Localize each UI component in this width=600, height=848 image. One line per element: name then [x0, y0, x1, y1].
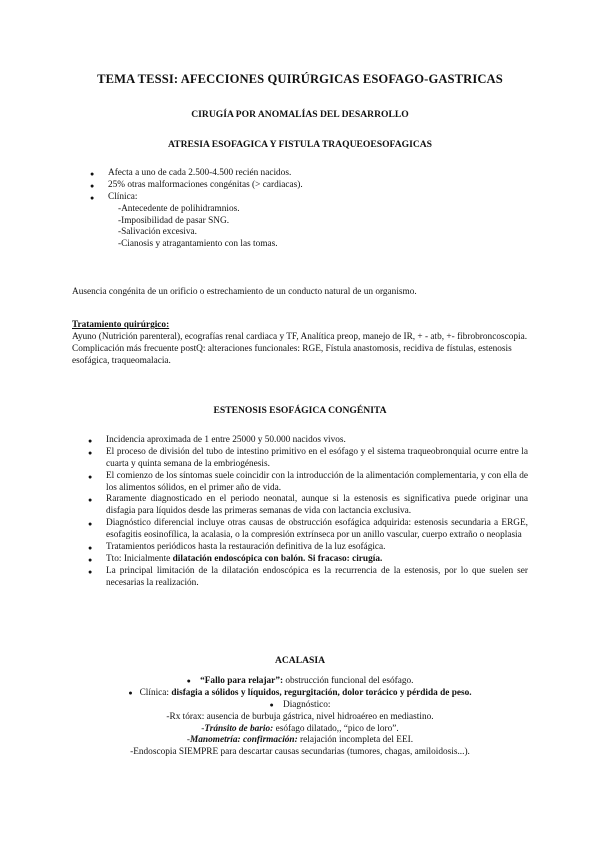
- tratamiento-label: Tratamiento quirúrgico:: [72, 320, 170, 330]
- list-item: ● La principal limitación de la dilatación endoscópica es la recurrencia de la estenosis, por lo que suelen ser necesarias la realización.: [88, 566, 528, 590]
- document-title: TEMA TESSI: AFECCIONES QUIRÚRGICAS ESOFAGO-GASTRICAS: [97, 72, 503, 86]
- section-heading-desarrollo: CIRUGÍA POR ANOMALÍAS DEL DESARROLLO: [191, 109, 409, 120]
- list-item: ● Diagnóstico diferencial incluye otras causas de obstrucción esofágica adquirida: estenosis secundaria a ERGE, esofagitis eosinofílica, la acalasia, o la compresión extrínseca por un anillo vascular, cuerpo extraño o neoplasia: [88, 518, 528, 542]
- list-item: -Imposibilidad de pasar SNG.: [118, 215, 230, 226]
- diagnostico-label: Diagnóstico:: [283, 699, 331, 710]
- section-heading-estenosis: ESTENOSIS ESOFÁGICA CONGÉNITA: [213, 405, 387, 416]
- clinica-line: ● Clínica: disfagia a sólidos y líquidos, regurgitación, dolor torácico y pérdida de peso.: [128, 687, 472, 698]
- tratamiento-block: [72, 320, 528, 368]
- transito-bold: Tránsito de bario:: [204, 723, 274, 734]
- list-item: ● 25% otras malformaciones congénitas (> cardiacas).: [90, 180, 520, 192]
- complicacion-text: Complicación más frecuente postQ: alteraciones funcionales: RGE, Fístula anastomosis, recidiva de fístulas, estenosis esofágica, traqueomalacia.: [72, 343, 512, 366]
- mano-bold: Manometría: confirmación:: [190, 735, 298, 746]
- list-item: ● Clínica:: [90, 192, 520, 204]
- manometria-line: [72, 735, 528, 747]
- tto-prefix: Tto: Inicialmente: [106, 553, 173, 564]
- clinica-bold: disfagia a sólidos y líquidos, regurgitación, dolor torácico y pérdida de peso.: [171, 687, 472, 698]
- transito-prefix: -: [201, 723, 205, 734]
- list-item: ● El proceso de división del tubo de intestino primitivo en el esófago y el sistema traqueobronquial ocurre entre la cuarta y quinta semana de la embriogénesis.: [88, 447, 528, 471]
- list-item: -Salivación excesiva.: [118, 227, 197, 238]
- tto-bold: dilatación endoscópica con balón. Si fracaso: cirugía.: [172, 553, 383, 564]
- list-item: -Antecedente de polihidramnios.: [118, 203, 240, 214]
- transito-text: esófago dilatado,, “pico de loro”.: [273, 723, 399, 734]
- definition-text: Ausencia congénita de un orificio o estrechamiento de un conducto natural de un organismo.: [72, 287, 417, 297]
- acalasia-block: [72, 676, 528, 759]
- clinica-list: [90, 204, 520, 252]
- list-item: ● Tratamientos periódicos hasta la restauración definitiva de la luz esofágica.: [88, 542, 528, 554]
- list-item: [88, 554, 528, 566]
- section-subheading-atresia: ATRESIA ESOFAGICA Y FISTULA TRAQUEOESOFAGICAS: [167, 139, 433, 150]
- tratamiento-text: Ayuno (Nutrición parenteral), ecografías renal cardiaca y TF, Analítica preop, manejo de IR, + - atb, +- fibrobroncoscopia.: [72, 331, 528, 342]
- atresia-bullets: [90, 168, 520, 251]
- mano-text: relajación incompleta del EEI.: [297, 735, 414, 746]
- fallo-text: obstrucción funcional del esófago.: [283, 676, 414, 686]
- list-item: -Cianosis y atragantamiento con las tomas.: [118, 239, 278, 250]
- transito-line: [72, 724, 528, 736]
- endoscopia-line: -Endoscopia SIEMPRE para descartar causas secundarias (tumores, chagas, amiloidosis...).: [130, 747, 470, 758]
- fallo-line: ● “Fallo para relajar”: obstrucción funcional del esófago.: [186, 676, 414, 686]
- diagnostico-line: ● Diagnóstico:: [269, 699, 331, 710]
- fallo-bold: “Fallo para relajar”:: [200, 676, 284, 686]
- mano-prefix: -: [186, 735, 190, 746]
- rx-line: -Rx tórax: ausencia de burbuja gástrica, nivel hidroaéreo en mediastino.: [166, 711, 434, 722]
- section-heading-acalasia: ACALASIA: [274, 655, 326, 666]
- list-item: ● Incidencia aproximada de 1 entre 25000 y 50.000 nacidos vivos.: [88, 435, 528, 447]
- list-item: ● El comienzo de los síntomas suele coincidir con la introducción de la alimentación complementaria, y con ella de los alimentos sólidos, en el primer año de vida.: [88, 471, 528, 495]
- estenosis-bullets: [88, 435, 528, 590]
- list-item: ● Afecta a uno de cada 2.500-4.500 recién nacidos.: [90, 168, 520, 180]
- list-item: ● Raramente diagnosticado en el periodo neonatal, aunque si la estenosis es significativa puede originar una disfagia para líquidos desde las primeras semanas de vida con lactancia exclusiva.: [88, 494, 528, 518]
- clinica-prefix: Clínica:: [139, 687, 172, 698]
